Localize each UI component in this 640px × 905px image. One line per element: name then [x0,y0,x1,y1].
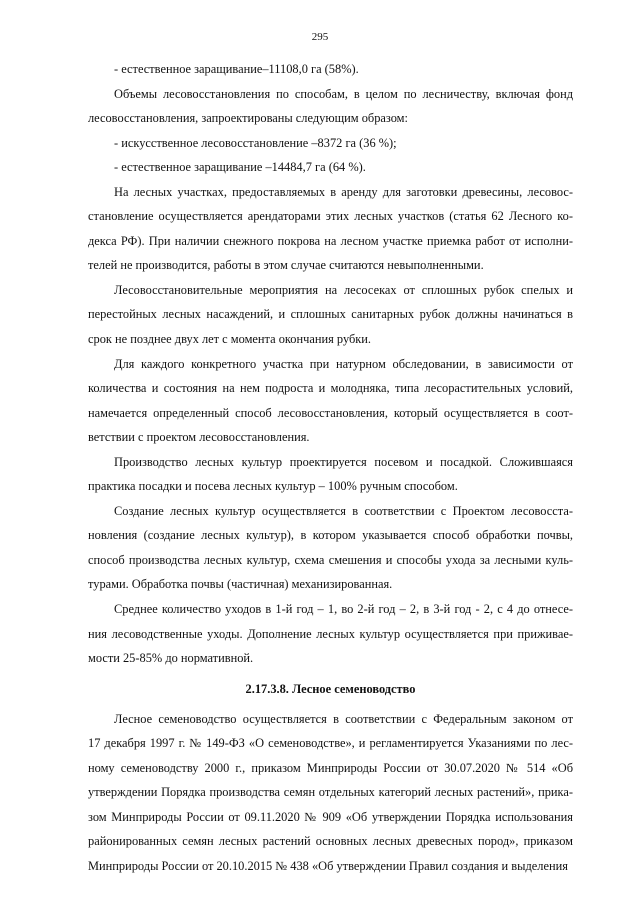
text-line: Производство лесных культур проектируется посевом и посадкой. Сложившаяся [114,454,573,469]
document-body [88,57,573,879]
text-line: мости 25-85% до нормативной. [88,651,254,666]
text-line: ветствии с проектом лесовосстановления. [88,430,310,445]
paragraph [88,82,573,131]
paragraph [88,499,573,597]
paragraph [88,597,573,671]
text-line: утверждении Порядка производства семян отдельных категорий лесных растений», прика- [88,785,573,800]
text-line: - естественное заращивание–11108,0 га (58%). [114,62,359,76]
text-line: - искусственное лесовосстановление –8372 га (36 %); [114,135,397,150]
text-line: На лесных участках, предоставляемых в аренду для заготовки древесины, лесовос- [114,184,573,199]
paragraphs-after-heading [88,707,573,879]
text-line: Среднее количество уходов в 1-й год – 1, во 2-й год – 2, в 3-й год - 2, с 4 до отнесе- [114,602,573,617]
text-line: декса РФ). При наличии снежного покрова на лесном участке приемка работ от исполни- [88,233,573,248]
text-line: лесовосстановления, запроектированы следующим образом: [88,111,408,126]
text-line: становление осуществляется арендаторами этих лесных участков (статья 62 Лесного ко- [88,209,573,224]
paragraphs-before-heading [88,57,573,671]
text-line: районированных семян лесных растений основных лесных древесных пород», приказом [88,834,573,849]
text-line: Лесовосстановительные мероприятия на лесосеках от сплошных рубок спелых и [114,282,573,297]
paragraph [88,352,573,450]
text-line: телей не производится, работы в этом случае считаются невыполненными. [88,258,484,273]
text-line: ному семеноводству 2000 г., приказом Минприроды России от 30.07.2020 № 514 «Об [88,760,573,775]
paragraph [88,707,573,879]
text-line: зом Минприроды России от 09.11.2020 № 909 «Об утверждении Порядка использования [88,809,573,824]
text-line: Создание лесных культур осуществляется в соответствии с Проектом лесовосста- [114,503,573,518]
text-line: Лесное семеноводство осуществляется в соответствии с Федеральным законом от [114,711,573,726]
text-line: турами. Обработка почвы (частичная) механизированная. [88,577,393,592]
paragraph [88,450,573,499]
text-line: количества и состояния на нем подроста и молодняка, типа лесорастительных условий, [88,381,573,396]
text-line: практика посадки и посева лесных культур – 100% ручным способом. [88,479,458,494]
paragraph [88,278,573,352]
text-line: Для каждого конкретного участка при натурном обследовании, в зависимости от [114,356,573,371]
text-line: Объемы лесовосстановления по способам, в целом по лесничеству, включая фонд [114,86,573,101]
text-line: 17 декабря 1997 г. № 149-ФЗ «О семеноводстве», и регламентируется Указаниями по лес- [88,736,573,751]
paragraph [88,57,573,82]
paragraph [88,131,573,156]
section-heading: 2.17.3.8. Лесное семеноводство [245,681,416,696]
text-line: перестойных лесных насаждений, и сплошных санитарных рубок должны начинаться в [88,307,573,322]
page-number: 295 [311,31,329,43]
text-line: ния лесоводственные уходы. Дополнение лесных культур осуществляется при приживае- [88,626,573,641]
text-line: намечается определенный способ лесовосстановления, который осуществляется в соот- [88,405,573,420]
paragraph [88,155,573,180]
text-line: срок не позднее двух лет с момента окончания рубки. [88,332,372,347]
text-line: - естественное заращивание –14484,7 га (64 %). [114,160,366,175]
paragraph [88,180,573,278]
text-line: способ производства лесных культур, схема смешения и способы ухода за лесными куль- [88,552,573,567]
text-line: Минприроды России от 20.10.2015 № 438 «Об утверждении Правил создания и выделения [88,858,568,873]
text-line: новления (создание лесных культур), в котором указывается способ обработки почвы, [88,528,573,543]
